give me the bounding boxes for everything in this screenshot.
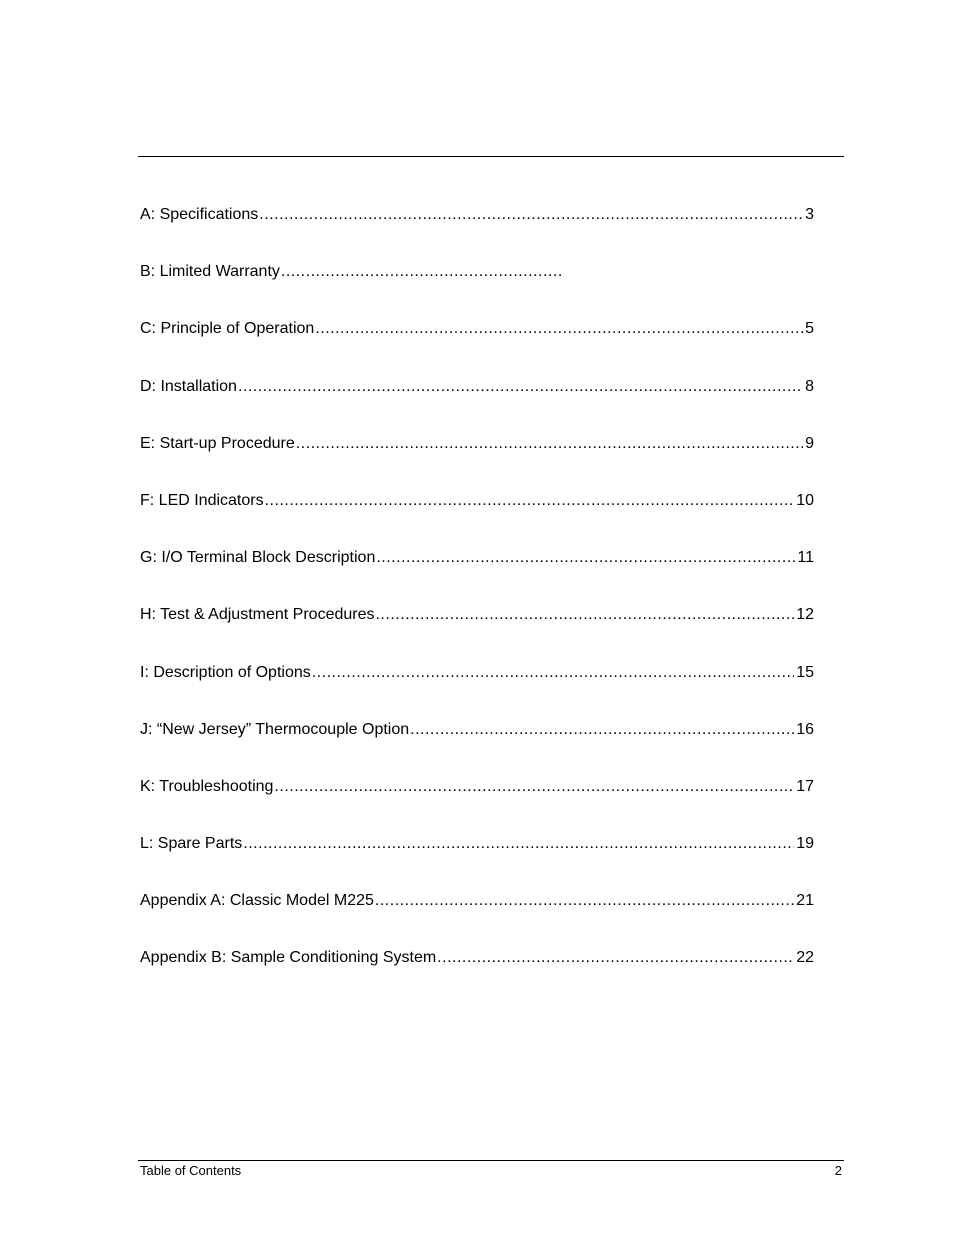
toc-dot-leader	[312, 663, 794, 683]
toc-entry-spare-parts[interactable]	[140, 834, 814, 891]
toc-entry-appendix-a[interactable]	[140, 891, 814, 948]
toc-entry-page: 17	[796, 777, 814, 795]
toc-entry-appendix-b[interactable]	[140, 948, 814, 1005]
toc-entry-test-adjustment[interactable]	[140, 605, 814, 662]
toc-entry-start-up-procedure[interactable]	[140, 434, 814, 491]
toc-entry-title: Appendix A: Classic Model M225	[140, 892, 374, 910]
toc-entry-page: 12	[796, 606, 814, 624]
toc-dot-leader	[243, 834, 794, 854]
footer-section-title: Table of Contents	[140, 1163, 242, 1178]
toc-entry-specifications[interactable]	[140, 205, 814, 262]
toc-dot-leader	[375, 605, 794, 625]
toc-entry-title: L: Spare Parts	[140, 835, 243, 853]
toc-entry-io-terminal-block[interactable]	[140, 548, 814, 605]
toc-entry-title: F: LED Indicators	[140, 491, 264, 509]
toc-entry-title: I: Description of Options	[140, 663, 311, 681]
toc-entry-title: A: Specifications	[140, 206, 259, 223]
toc-dot-leader	[281, 262, 563, 282]
toc-entry-led-indicators[interactable]	[140, 491, 814, 548]
toc-dot-leader	[410, 720, 794, 740]
toc-entry-title: E: Start-up Procedure	[140, 434, 295, 452]
toc-dot-leader	[238, 377, 803, 397]
toc-entry-page: 3	[805, 206, 814, 223]
toc-entry-page: 9	[805, 434, 814, 452]
toc-entry-page: 11	[797, 549, 814, 567]
toc-dot-leader	[375, 891, 794, 911]
toc-entry-troubleshooting[interactable]	[140, 777, 814, 834]
toc-entry-page: 15	[796, 663, 814, 681]
toc-entry-page: 19	[796, 835, 814, 853]
toc-entry-title: J: “New Jersey” Thermocouple Option	[140, 720, 410, 738]
toc-entry-title: G: I/O Terminal Block Description	[140, 549, 376, 567]
toc-dot-leader	[274, 777, 794, 797]
toc-entry-description-of-options[interactable]	[140, 663, 814, 720]
toc-entry-page: 10	[796, 491, 814, 509]
toc-dot-leader	[296, 434, 803, 454]
toc-entry-installation[interactable]	[140, 377, 814, 434]
toc-dot-leader	[265, 491, 795, 511]
toc-entry-page: 21	[796, 892, 814, 910]
toc-dot-leader	[376, 548, 795, 568]
toc-entry-limited-warranty[interactable]	[140, 262, 814, 319]
toc-entry-page: 16	[796, 720, 814, 738]
footer-rule	[138, 1160, 844, 1161]
toc-entry-page: 22	[796, 949, 814, 967]
toc-dot-leader	[259, 205, 803, 225]
toc-entry-title: C: Principle of Operation	[140, 320, 315, 338]
toc-dot-leader	[437, 948, 794, 968]
toc-entry-new-jersey-thermocouple[interactable]	[140, 720, 814, 777]
toc-entry-principle-of-operation[interactable]	[140, 319, 814, 376]
toc-entry-page: 5	[805, 320, 814, 338]
header-rule	[138, 156, 844, 157]
table-of-contents	[140, 205, 814, 1006]
toc-entry-title: K: Troubleshooting	[140, 777, 274, 795]
toc-entry-page: 8	[805, 377, 814, 395]
toc-entry-title: Appendix B: Sample Conditioning System	[140, 949, 437, 967]
toc-entry-title: B: Limited Warranty	[140, 263, 280, 281]
toc-dot-leader	[315, 319, 803, 339]
toc-entry-title: D: Installation	[140, 377, 237, 395]
footer-page-number: 2	[834, 1163, 842, 1178]
toc-entry-title: H: Test & Adjustment Procedures	[140, 606, 375, 624]
